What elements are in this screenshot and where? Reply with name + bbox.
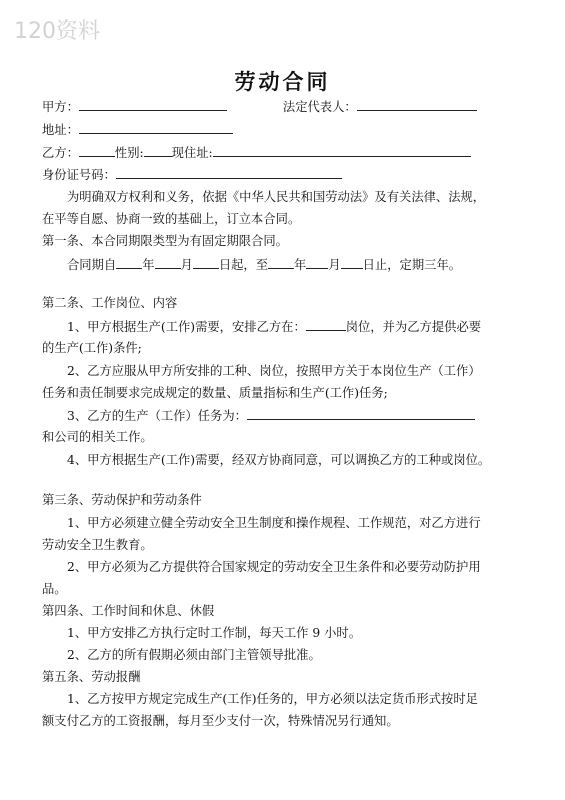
article1-heading: 第一条、本合同期限类型为有固定期限合同。 (42, 234, 288, 248)
intro-line-2: 在平等自愿、协商一致的基础上，订立本合同。 (42, 212, 301, 226)
year-label: 年 (142, 258, 155, 272)
party-a-label: 甲方： (42, 100, 79, 114)
current-address-label: 现住址: (171, 146, 213, 160)
period-start-label: 合同期自 (67, 258, 117, 272)
document-title: 劳动合同 (234, 70, 331, 94)
article3-item2-cont: 品。 (42, 582, 67, 596)
id-field[interactable] (116, 166, 342, 179)
end-month-field[interactable] (306, 256, 328, 269)
position-field[interactable] (306, 318, 346, 331)
article3-item2: 2、甲方必须为乙方提供符合国家规定的劳动安全卫生条件和必要劳动防护用 (67, 560, 481, 574)
legal-rep-field[interactable] (357, 98, 477, 111)
end-year-field[interactable] (268, 256, 294, 269)
article2-item2-cont: 任务和责任制要求完成规定的数量、质量指标和生产(工作)任务; (42, 386, 388, 400)
party-b-name-field[interactable] (79, 144, 115, 157)
month-label: 月 (180, 258, 193, 272)
party-a-row (42, 98, 477, 115)
party-a-field[interactable] (79, 98, 227, 111)
watermark: 120资料 (14, 19, 100, 44)
article5-item1: 1、乙方按甲方规定完成生产(工作)任务的，甲方必须以法定货币形式按时足 (67, 692, 478, 706)
article2-item3-text: 3、乙方的生产（工作）任务为： (67, 409, 247, 423)
gender-field[interactable] (144, 144, 172, 157)
article4-item1: 1、甲方安排乙方执行定时工作制，每天工作 9 小时。 (67, 626, 361, 640)
gender-label: 性别: (114, 146, 144, 160)
intro-line-1: 为明确双方权利和义务，依据《中华人民共和国劳动法》及有关法律、法规， (67, 190, 486, 204)
address-field[interactable] (79, 121, 233, 134)
start-day-field[interactable] (193, 256, 219, 269)
article5-item1-cont: 额支付乙方的工资报酬，每月至少支付一次，特殊情况另行通知。 (42, 714, 399, 728)
article2-item2: 2、乙方应服从甲方所安排的工种、岗位，按照甲方关于本岗位生产（工作） (67, 364, 481, 378)
address-row (42, 121, 233, 138)
day-end-label: 日止，定期三年。 (362, 258, 462, 272)
id-label: 身份证号码： (42, 168, 116, 182)
article4-item2: 2、乙方的所有假期必须由部门主管领导批准。 (67, 648, 321, 662)
start-year-field[interactable] (116, 256, 142, 269)
article4-heading: 第四条、工作时间和休息、休假 (42, 604, 215, 618)
article2-heading: 第二条、工作岗位、内容 (42, 296, 178, 310)
article2-item4: 4、甲方根据生产(工作)需要，经双方协商同意，可以调换乙方的工种或岗位。 (67, 453, 491, 467)
article2-item3 (67, 407, 475, 424)
article3-item1: 1、甲方必须建立健全劳动安全卫生制度和操作规程、工作规范，对乙方进行 (67, 516, 481, 530)
day-label: 日起，至 (218, 258, 269, 272)
article3-item1-cont: 劳动安全卫生教育。 (42, 538, 153, 552)
legal-rep-label: 法定代表人： (282, 100, 357, 114)
address-label: 地址： (42, 123, 79, 137)
id-row (42, 166, 342, 183)
contract-period-row (67, 256, 461, 273)
party-b-label: 乙方： (42, 146, 79, 160)
start-month-field[interactable] (155, 256, 181, 269)
article5-heading: 第五条、劳动报酬 (42, 670, 141, 684)
article2-item1-text: 1、甲方根据生产(工作)需要，安排乙方在： (67, 320, 306, 334)
year-label-2: 年 (294, 258, 307, 272)
article3-heading: 第三条、劳动保护和劳动条件 (42, 493, 202, 507)
end-day-field[interactable] (341, 256, 363, 269)
article2-item1-cont: 的生产(工作)条件; (42, 341, 142, 355)
article2-item3-cont: 和公司的相关工作。 (42, 430, 153, 444)
current-address-field[interactable] (213, 144, 471, 157)
party-b-row (42, 144, 471, 161)
article2-item1-text-b: 岗位，并为乙方提供必要 (345, 320, 482, 334)
article2-item1 (67, 318, 481, 335)
task-field[interactable] (247, 407, 475, 420)
month-label-2: 月 (328, 258, 341, 272)
